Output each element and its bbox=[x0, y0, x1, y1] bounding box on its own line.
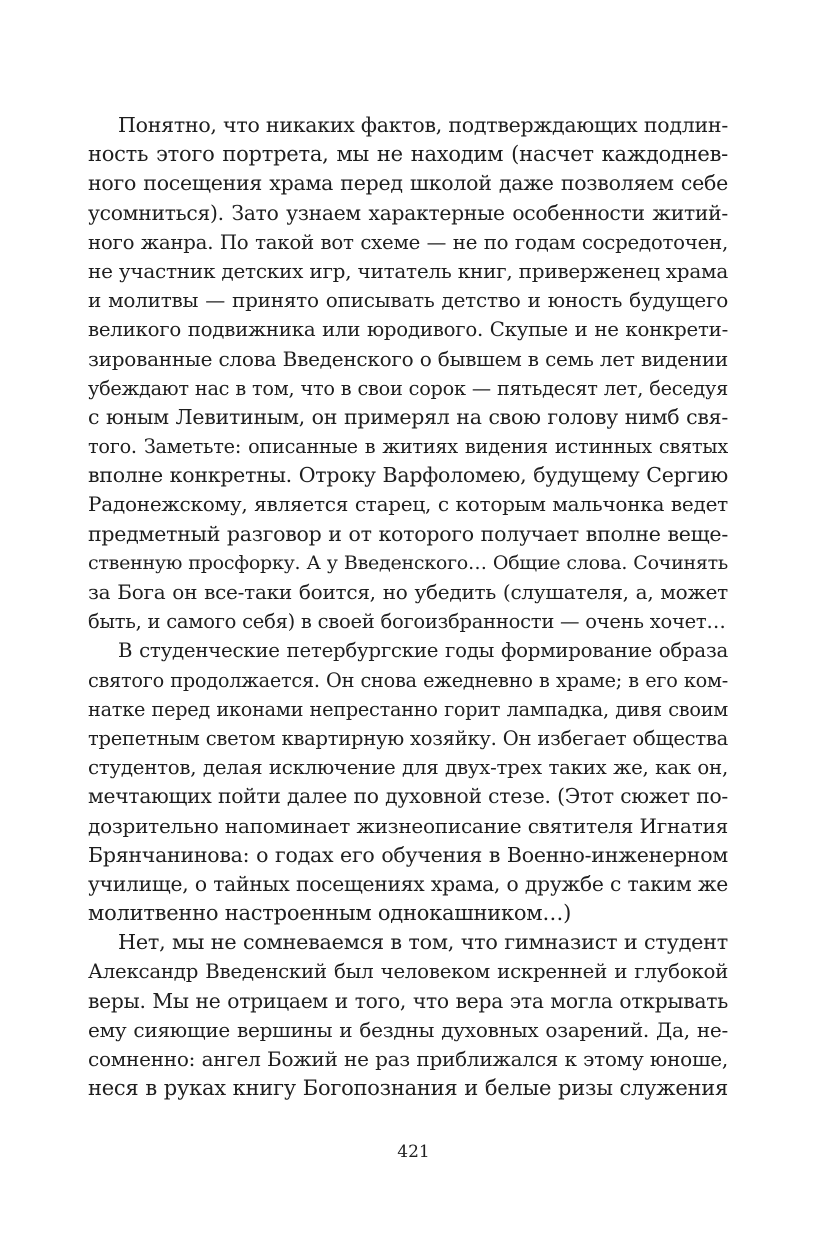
text-line: великого подвижника или юродивого. Скупые и не конкрети- bbox=[88, 318, 728, 342]
paragraph bbox=[88, 111, 728, 636]
text-line: убеждают нас в том, что в свои сорок — пятьдесят лет, беседуя bbox=[88, 376, 728, 400]
text-line: Радонежскому, является старец, с которым мальчонка ведет bbox=[88, 492, 728, 517]
text-line: сомненно: ангел Божий не раз приближался к этому юноше, bbox=[88, 1047, 728, 1071]
text-line: неся в руках книгу Богопознания и белые ризы служения bbox=[88, 1076, 728, 1101]
text-line: В студенческие петербургские годы формирование образа bbox=[118, 639, 728, 663]
text-line: мечтающих пойти далее по духовной стезе. (Этот сюжет по- bbox=[88, 784, 728, 809]
text-line: того. Заметьте: описанные в житиях видения истинных святых bbox=[88, 435, 728, 459]
text-line: предметный разговор и от которого получает вполне веще- bbox=[88, 521, 728, 546]
text-line: быть, и самого себя) в своей богоизбранности — очень хочет… bbox=[88, 610, 726, 634]
text-line: и молитвы — принято описывать детство и юность будущего bbox=[88, 288, 728, 313]
text-line: Нет, мы не сомневаемся в том, что гимназист и студент bbox=[118, 930, 728, 955]
page-number: 421 bbox=[397, 1142, 430, 1162]
text-line: трепетным светом квартирную хозяйку. Он избегает общества bbox=[88, 726, 728, 750]
text-line: ность этого портрета, мы не находим (насчет каждоднев- bbox=[88, 142, 728, 167]
text-line: Брянчанинова: о годах его обучения в Военно-инженерном bbox=[88, 842, 728, 867]
text-line: ственную просфорку. А у Введенского… Общие слова. Сочинять bbox=[88, 551, 728, 574]
paragraph bbox=[88, 636, 728, 928]
text-line: не участник детских игр, читатель книг, приверженец храма bbox=[88, 258, 728, 283]
paragraph bbox=[88, 928, 728, 1103]
text-line: веры. Мы не отрицаем и того, что вера эта могла открывать bbox=[88, 988, 728, 1013]
text-line: студентов, делая исключение для двух-трех таких же, как он, bbox=[88, 756, 728, 780]
text-line: вполне конкретны. Отроку Варфоломею, будущему Сергию bbox=[88, 463, 728, 488]
text-line: усомниться). Зато узнаем характерные особенности житий- bbox=[88, 200, 728, 225]
text-line: училище, о тайных посещениях храма, о дружбе с таким же bbox=[88, 871, 728, 896]
text-line: натке перед иконами непрестанно горит лампадка, дивя своим bbox=[88, 697, 728, 721]
text-line: ного посещения храма перед школой даже позволяем себе bbox=[88, 171, 728, 196]
text-line: Александр Введенский был человеком искренней и глубокой bbox=[88, 960, 728, 984]
text-line: святого продолжается. Он снова ежедневно в храме; в его ком- bbox=[88, 668, 728, 692]
text-line: ему сияющие вершины и бездны духовных озарений. Да, не- bbox=[88, 1017, 728, 1042]
text-line: Понятно, что никаких фактов, подтверждающих подлин- bbox=[118, 113, 728, 137]
page-body bbox=[88, 111, 728, 1103]
text-line: зированные слова Введенского о бывшем в семь лет видении bbox=[88, 346, 728, 371]
text-line: за Бога он все-таки боится, но убедить (слушателя, а, может bbox=[88, 580, 728, 604]
text-line: ного жанра. По такой вот схеме — не по годам сосредоточен, bbox=[88, 230, 728, 254]
text-line: молитвенно настроенным однокашником…) bbox=[88, 901, 572, 926]
text-line: дозрительно напоминает жизнеописание святителя Игнатия bbox=[88, 813, 728, 838]
text-line: с юным Левитиным, он примерял на свою голову нимб свя- bbox=[88, 404, 728, 429]
